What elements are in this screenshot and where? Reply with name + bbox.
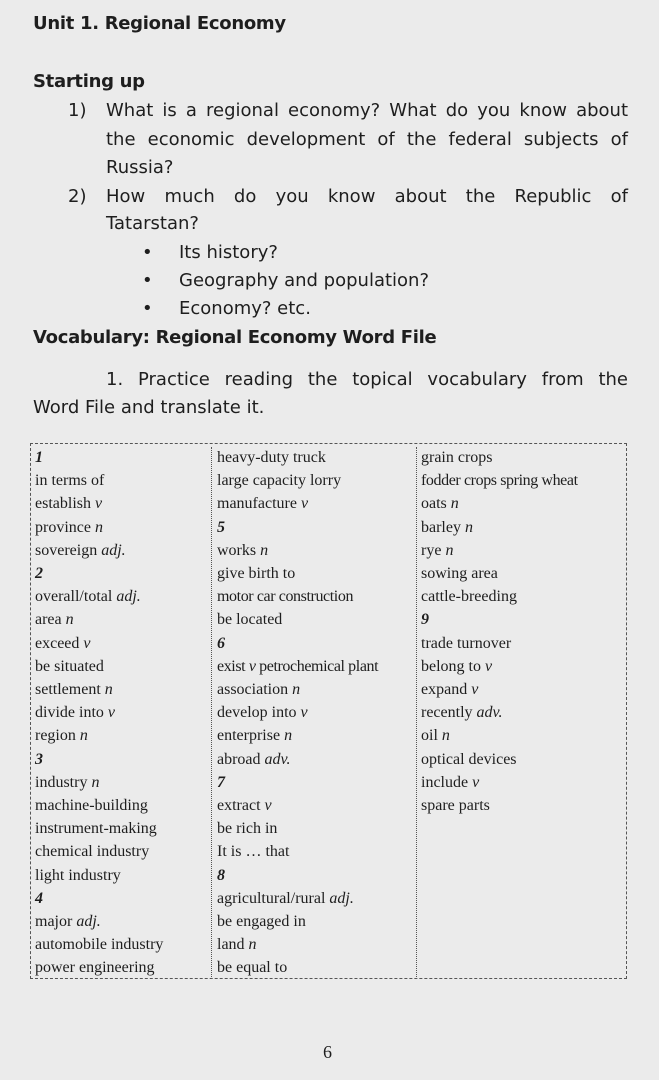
vocab-section-number <box>217 867 225 885</box>
vocab-term <box>217 820 277 838</box>
vocab-section-number <box>35 449 43 467</box>
vocab-term <box>217 704 308 722</box>
vocab-section-number <box>217 519 225 537</box>
vocab-term-text: sovereign <box>35 541 98 559</box>
vocab-section-number <box>35 890 43 908</box>
vocab-term-text: light industry <box>35 866 121 884</box>
vocab-term-text: motor car construction <box>217 588 354 606</box>
vocab-term <box>35 913 101 931</box>
vocab-term <box>217 542 268 560</box>
vocab-term-text: major <box>35 913 73 930</box>
vocab-term-text: be rich in <box>217 820 278 838</box>
vocab-term-text: 2 <box>35 565 43 582</box>
vocab-term-text: 6 <box>217 634 225 652</box>
vocab-term <box>35 797 148 815</box>
vocab-term <box>421 542 453 560</box>
vocab-section-number <box>217 774 225 792</box>
vocab-term-text: province <box>35 518 91 536</box>
vocab-term <box>35 774 99 792</box>
vocab-term-text: works <box>217 541 257 559</box>
vocab-term-text: instrument-making <box>35 820 157 838</box>
vocab-term-text: region <box>35 727 76 745</box>
vocab-term-text: give birth to <box>217 565 296 582</box>
vocab-term <box>421 565 498 583</box>
part-of-speech-abbr: adj. <box>329 889 354 907</box>
part-of-speech-abbr: n <box>248 936 257 954</box>
vocab-term-continuation: petrochemical plant <box>259 657 379 675</box>
question-1-line-1: What is a regional economy? What do you know about <box>106 100 628 121</box>
vocab-term-text: 5 <box>217 518 225 536</box>
vocab-term <box>217 913 306 931</box>
vocab-term-text: agricultural/rural <box>217 889 326 907</box>
vocab-term-text: power engineering <box>35 959 155 977</box>
page-number: 6 <box>323 1042 332 1062</box>
bullet-item: Geography and population? <box>179 270 430 291</box>
part-of-speech-abbr: n <box>464 518 473 536</box>
vocab-term <box>421 727 450 745</box>
vocab-term <box>421 797 490 815</box>
vocab-term <box>217 936 257 954</box>
part-of-speech-abbr: n <box>450 495 459 513</box>
part-of-speech-abbr: v <box>300 704 308 722</box>
vocab-term <box>35 820 157 838</box>
part-of-speech-abbr: adj. <box>116 588 141 606</box>
part-of-speech-abbr: n <box>94 518 103 536</box>
part-of-speech-abbr: v <box>485 657 493 675</box>
vocab-term-text: recently <box>421 704 473 722</box>
vocab-term-text: develop into <box>217 704 297 722</box>
vocab-term <box>35 635 91 653</box>
vocab-term <box>217 449 326 467</box>
vocab-term <box>217 495 308 513</box>
vocab-term <box>35 588 141 606</box>
part-of-speech-abbr: n <box>292 681 301 698</box>
bullet-item: Its history? <box>179 242 278 263</box>
part-of-speech-abbr: adv. <box>476 704 503 722</box>
bullet-dot-icon: • <box>142 270 153 291</box>
part-of-speech-abbr: n <box>91 773 100 791</box>
vocab-term-text: barley <box>421 518 461 536</box>
part-of-speech-abbr: adj. <box>76 913 101 930</box>
vocab-term <box>35 611 74 629</box>
vocab-term-text: large capacity lorry <box>217 472 342 490</box>
vocab-term <box>421 472 578 490</box>
question-2-line-1: How much do you know about the Republic of <box>106 186 628 207</box>
vocab-term <box>35 495 102 513</box>
part-of-speech-abbr: adj. <box>101 541 126 559</box>
vocab-term-text: area <box>35 611 62 629</box>
vocab-term-text: oats <box>421 495 447 513</box>
vocab-term <box>35 658 104 676</box>
vocab-term <box>35 681 113 699</box>
part-of-speech-abbr: n <box>441 727 450 745</box>
vocab-term-text: be located <box>217 611 283 629</box>
vocab-term <box>421 588 517 606</box>
vocab-term <box>35 843 149 861</box>
part-of-speech-abbr: v <box>471 681 479 698</box>
question-1-line-2: the economic development of the federal subjects of <box>106 129 628 150</box>
part-of-speech-abbr: n <box>79 727 88 745</box>
part-of-speech-abbr: n <box>445 541 454 559</box>
vocab-term <box>217 611 282 629</box>
vocab-term-text: sowing area <box>421 565 498 582</box>
part-of-speech-abbr: n <box>104 681 113 698</box>
vocab-term <box>421 704 502 722</box>
part-of-speech-abbr: v <box>107 704 115 722</box>
vocab-term <box>421 751 517 769</box>
part-of-speech-abbr: v <box>248 657 256 675</box>
vocab-term <box>421 519 473 537</box>
vocab-term <box>217 751 290 769</box>
vocab-term-text: be equal to <box>217 959 288 977</box>
vocab-term <box>421 449 493 467</box>
vocab-term-text: extract <box>217 797 261 814</box>
part-of-speech-abbr: v <box>95 495 103 513</box>
vocabulary-heading: Vocabulary: Regional Economy Word File <box>33 327 437 348</box>
vocab-term-text: fodder crops spring wheat <box>421 472 578 490</box>
part-of-speech-abbr: v <box>264 797 272 814</box>
instruction-line-2: Word File and translate it. <box>33 397 265 418</box>
vocab-term-text: rye <box>421 541 442 559</box>
vocab-term-text: be situated <box>35 657 104 675</box>
vocab-term-text: land <box>217 936 245 954</box>
vocab-term-text: in terms of <box>35 472 105 490</box>
instruction-line-1: 1. Practice reading the topical vocabulary from the <box>106 369 628 390</box>
vocab-term-text: 9 <box>421 611 429 629</box>
vocab-term-text: exist <box>217 657 246 675</box>
vocab-term-text: manufacture <box>217 495 297 513</box>
vocab-term-text: machine-building <box>35 797 148 814</box>
vocab-term-text: establish <box>35 495 91 513</box>
part-of-speech-abbr: n <box>260 541 269 559</box>
bullet-item: Economy? etc. <box>179 298 311 319</box>
part-of-speech-abbr: v <box>83 634 91 652</box>
vocab-term-text: It is … that <box>217 843 290 861</box>
vocab-term <box>217 959 287 977</box>
vocab-term-text: divide into <box>35 704 104 722</box>
question-2-line-2: Tatarstan? <box>106 213 199 234</box>
vocab-term <box>421 658 492 676</box>
vocab-term-text: heavy-duty truck <box>217 449 326 466</box>
vocab-term-text: settlement <box>35 681 101 698</box>
vocab-term <box>35 727 88 745</box>
vocab-term <box>421 774 479 792</box>
vocab-term-text: spare parts <box>421 797 490 814</box>
vocab-term <box>217 727 292 745</box>
vocab-term-text: expand <box>421 681 468 698</box>
vocab-term <box>217 472 341 490</box>
vocab-term-text: optical devices <box>421 750 517 768</box>
vocab-term <box>217 797 272 815</box>
vocab-section-number <box>35 751 43 769</box>
vocab-term-text: industry <box>35 773 88 791</box>
question-1-number: 1) <box>68 100 87 121</box>
vocab-term-text: 1 <box>35 449 43 466</box>
vocab-section-number <box>217 635 225 653</box>
bullet-dot-icon: • <box>142 242 153 263</box>
vocab-term <box>217 890 354 908</box>
vocab-term <box>35 867 121 885</box>
vocab-term-text: 7 <box>217 773 225 791</box>
vocab-term-text: be engaged in <box>217 913 306 930</box>
vocab-term-text: enterprise <box>217 727 281 745</box>
vocab-term <box>35 704 115 722</box>
column-divider <box>416 447 417 977</box>
vocab-term <box>35 959 155 977</box>
part-of-speech-abbr: n <box>65 611 74 629</box>
vocab-term <box>421 635 511 653</box>
unit-title: Unit 1. Regional Economy <box>33 13 286 34</box>
part-of-speech-abbr: adv. <box>264 750 291 768</box>
vocab-term-text: overall/total <box>35 588 113 606</box>
vocab-term <box>35 472 104 490</box>
question-2-number: 2) <box>68 186 87 207</box>
vocab-term-text: belong to <box>421 657 481 675</box>
vocab-term-text: exceed <box>35 634 80 652</box>
vocab-term-text: chemical industry <box>35 843 150 861</box>
vocab-term <box>217 681 300 699</box>
vocab-term <box>35 519 103 537</box>
part-of-speech-abbr: v <box>300 495 309 513</box>
vocab-term-text: oil <box>421 727 438 745</box>
bullet-dot-icon: • <box>142 298 153 319</box>
question-1-line-3: Russia? <box>106 157 174 178</box>
vocab-section-number <box>421 611 429 629</box>
vocab-term-text: abroad <box>217 750 261 768</box>
vocab-term <box>35 542 126 560</box>
vocab-term-text: automobile industry <box>35 936 164 954</box>
vocab-term <box>421 681 478 699</box>
vocab-term <box>217 565 295 583</box>
vocab-term <box>35 936 163 954</box>
vocab-term-text: cattle-breeding <box>421 588 517 606</box>
vocab-term-text: trade turnover <box>421 634 512 652</box>
vocab-term-text: association <box>217 681 289 698</box>
vocab-term <box>217 588 353 606</box>
vocab-term <box>217 658 378 676</box>
vocab-term <box>217 843 289 861</box>
vocab-term-text: 3 <box>35 750 43 768</box>
vocab-term <box>421 495 459 513</box>
vocab-term-text: 4 <box>35 889 43 907</box>
vocab-term-text: 8 <box>217 866 225 884</box>
vocab-term-text: include <box>421 773 469 791</box>
vocab-term-text: grain crops <box>421 449 493 466</box>
column-divider <box>211 447 212 977</box>
vocab-section-number <box>35 565 43 583</box>
part-of-speech-abbr: v <box>472 773 480 791</box>
starting-up-heading: Starting up <box>33 71 145 92</box>
part-of-speech-abbr: n <box>284 727 293 745</box>
